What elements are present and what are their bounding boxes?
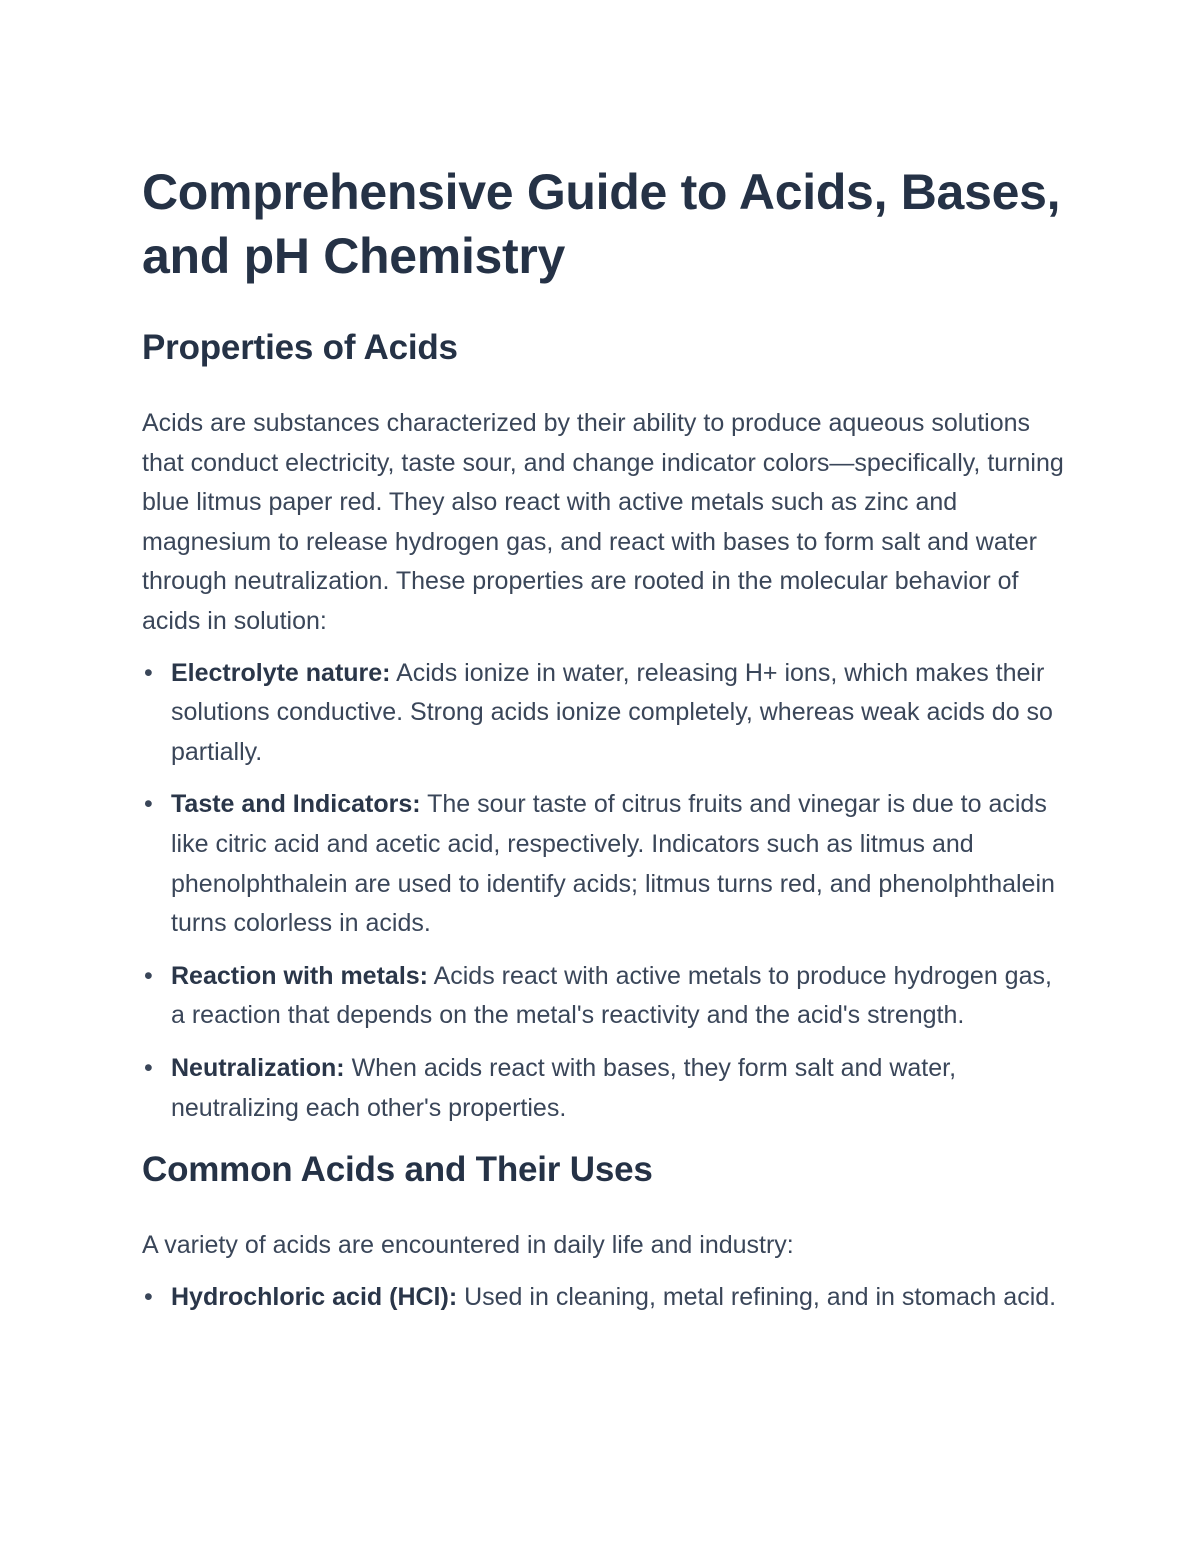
section-intro-paragraph: Acids are substances characterized by their ability to produce aqueous solutions that conduct electricity, taste sour, and change indicator colors—specifically, turning blue litmus paper red. They also react with active metals such as zinc and magnesium to release hydrogen gas, and react with bases to form salt and water through neutralization. These properties are rooted in the molecular behavior of acids in solution: bbox=[142, 409, 1064, 635]
common-acids-list bbox=[142, 1278, 1072, 1318]
list-item-text: The sour taste of citrus fruits and vinegar is due to acids like citric acid and acetic acid, respectively. Indicators such as litmus and phenolphthalein are used to identify acids; litmus turns red, and phenolphthalein turns colorless in acids. bbox=[171, 790, 1055, 938]
list-item-term: Electrolyte nature: bbox=[171, 658, 391, 687]
section-heading-common-acids: Common Acids and Their Uses bbox=[142, 1150, 653, 1190]
list-item-term: Neutralization: bbox=[171, 1053, 345, 1082]
bullet-icon: • bbox=[144, 961, 153, 990]
bullet-icon: • bbox=[144, 658, 153, 687]
list-item-term: Reaction with metals: bbox=[171, 961, 428, 990]
section-intro-paragraph: A variety of acids are encountered in daily life and industry: bbox=[142, 1231, 794, 1260]
list-item bbox=[142, 654, 1072, 773]
bullet-icon: • bbox=[144, 1053, 153, 1082]
section-heading-properties-of-acids: Properties of Acids bbox=[142, 328, 458, 367]
list-item-text: When acids react with bases, they form salt and water, neutralizing each other's properties. bbox=[171, 1053, 957, 1122]
list-item-text: Acids ionize in water, releasing H+ ions, which makes their solutions conductive. Strong acids ionize completely, whereas weak acids do so partially. bbox=[171, 658, 1053, 766]
list-item bbox=[142, 957, 1072, 1036]
list-item-text: Acids react with active metals to produce hydrogen gas, a reaction that depends on the metal's reactivity and the acid's strength. bbox=[171, 961, 1052, 1030]
document-title: Comprehensive Guide to Acids, Bases, and pH Chemistry bbox=[142, 164, 1061, 284]
bullet-icon: • bbox=[144, 1282, 153, 1311]
list-item bbox=[142, 1278, 1072, 1318]
list-item-text: Used in cleaning, metal refining, and in stomach acid. bbox=[457, 1282, 1057, 1311]
list-item-term: Hydrochloric acid (HCl): bbox=[171, 1282, 458, 1311]
bullet-icon: • bbox=[144, 790, 153, 819]
list-item-term: Taste and Indicators: bbox=[171, 790, 421, 819]
acid-properties-list bbox=[142, 654, 1072, 1129]
list-item bbox=[142, 1049, 1072, 1128]
list-item bbox=[142, 785, 1072, 943]
document-page bbox=[142, 160, 1072, 1317]
